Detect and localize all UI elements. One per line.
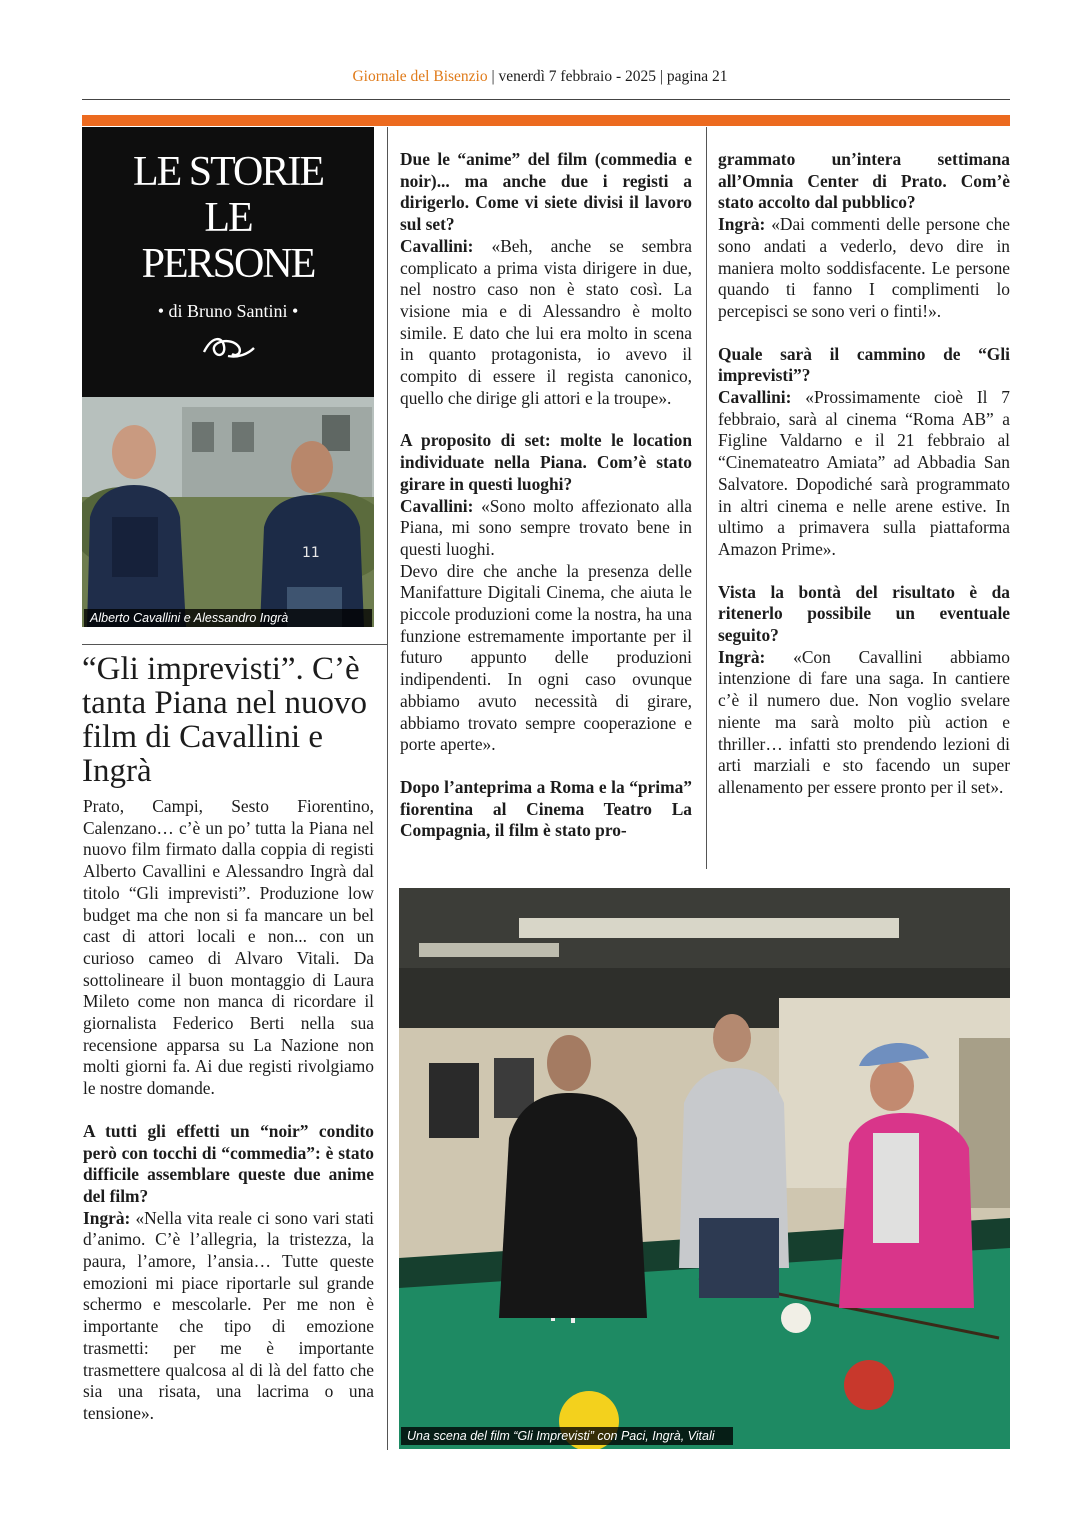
speaker-label: Ingrà: xyxy=(718,214,766,235)
speaker-label: Cavallini: xyxy=(400,495,474,516)
newspaper-name: Giornale del Bisenzio xyxy=(352,68,488,85)
article-column-2 xyxy=(400,149,692,842)
answer-1 xyxy=(83,1208,374,1425)
column-rule-1 xyxy=(387,127,388,1450)
speaker-label: Ingrà: xyxy=(83,1207,131,1228)
brand-line-2: LE xyxy=(204,195,252,241)
answer-text: «Beh, anche se sembra complicato a prima vista dirigere in due, nel nostro caso non è stato così. La visione mia e di Alessandro è molto simile. E dato che lui era molto in scena in quanto protagonista, io avevo il compito di essere il regista canonico, quello che dirige gli attori e la troupe». xyxy=(400,235,692,408)
question-4-end: grammato un’intera settimana all’Omnia Center di Prato. Com’è stato accolto dal pubblico? xyxy=(718,149,1010,213)
page-number: pagina 21 xyxy=(666,68,728,85)
brand-line-1: LE STORIE xyxy=(132,149,324,195)
headline-rule xyxy=(82,644,387,645)
answer-text: «Nella vita reale ci sono vari stati d’animo. C’è l’allegria, la tristezza, la paura, l’amore, l’ansia… Tutte queste emozioni mi piace riportarle sul grande schermo e mescolarle. Per me non è importante che tipo di emozione trasmetti: per me è importante trasmettere qualcosa al di là del fatto che sia una risata, una lacrima o una tensione». xyxy=(83,1207,374,1423)
section-color-bar xyxy=(82,115,1010,126)
page-header xyxy=(0,66,1080,88)
column-brand-box xyxy=(82,127,374,397)
answer-4 xyxy=(718,214,1010,323)
author-byline: • di Bruno Santini • xyxy=(157,301,299,321)
answer-3-continued: Devo dire che anche la presenza delle Manifatture Digitali Cinema, che aiuta le piccole produzioni come la nostra, ha una funzione estremamente importante per il futuro appunto delle produzioni indipendenti. In ogni caso ovunque abbiamo avuto necessità di girare, abbiamo trovato sempre cooperazione e porte aperte». xyxy=(400,560,692,755)
brand-line-3: PERSONE xyxy=(141,241,315,287)
answer-6 xyxy=(718,647,1010,799)
svg-text:11: 11 xyxy=(302,545,320,561)
issue-date: venerdì 7 febbraio - 2025 xyxy=(498,68,656,85)
question-2: Due le “anime” del film (commedia e noir)... ma anche due i registi a dirigerlo. Come vi siete divisi il lavoro sul set? xyxy=(400,149,692,235)
header-rule xyxy=(82,99,1010,100)
article-column-1 xyxy=(83,796,374,1425)
photo-billiard-scene xyxy=(399,888,1010,1449)
photo-caption-big: Una scena del film “Gli Imprevisti” con Paci, Ingrà, Vitali xyxy=(401,1427,733,1445)
speaker-label: Cavallini: xyxy=(718,387,792,408)
photo-caption-top: Alberto Cavallini e Alessandro Ingrà xyxy=(84,609,372,627)
speaker-label: Cavallini: xyxy=(400,235,474,256)
header-separator: | xyxy=(487,68,499,85)
answer-5 xyxy=(718,387,1010,561)
answer-text: «Prossimamente cioè Il 7 febbraio, sarà al cinema “Roma AB” a Figline Valdarno e il 21 febbraio al “Cinemateatro Amiata” ad Abbadia San Salvatore. Dopodiché sarà programmato in altri cinema e nelle arene estive. In ultimo a primavera sulla piattaforma Amazon Prime». xyxy=(718,387,1010,559)
answer-3 xyxy=(400,496,692,561)
answer-text: «Dai commenti delle persone che sono andati a vederlo, devo dire in maniera molto soddisfacente. Le persone quando ti fanno I complimenti lo percepisci se sono veri o finti!». xyxy=(718,214,1010,321)
answer-text: «Con Cavallini abbiamo intenzione di fare una saga. In cantiere c’è il numero due. Non voglio svelare niente ma sarà molto più action e thriller… infatti sto prendendo lezioni di arti marziali e sto facendo un super allenamento per essere pronto per il set». xyxy=(718,646,1010,797)
question-1: A tutti gli effetti un “noir” condito però con tocchi di “commedia”: è stato difficile assemblare queste due anime del film? xyxy=(83,1120,374,1206)
question-5: Quale sarà il cammino de “Gli imprevisti”? xyxy=(718,343,1010,386)
article-headline: “Gli imprevisti”. C’è tanta Piana nel nuovo film di Cavallini e Ingrà xyxy=(82,651,368,789)
speaker-label: Ingrà: xyxy=(718,646,766,667)
column-rule-2 xyxy=(706,127,707,869)
question-4-start: Dopo l’anteprima a Roma e la “prima” fiorentina al Cinema Teatro La Compagnia, il film è stato pro- xyxy=(400,776,692,841)
question-6: Vista la bontà del risultato è da ritenerlo possibile un eventuale seguito? xyxy=(718,581,1010,646)
photo-cavallini-ingra xyxy=(82,397,374,627)
article-column-3 xyxy=(718,149,1010,799)
answer-text: «Sono molto affezionato alla Piana, mi sono sempre trovato bene in questi luoghi. xyxy=(400,495,692,559)
answer-2 xyxy=(400,236,692,410)
intro-paragraph: Prato, Campi, Sesto Fiorentino, Calenzano… c’è un po’ tutta la Piana nel nuovo film firmato dalla coppia di registi Alberto Cavallini e Alessandro Ingrà dal titolo “Gli imprevisti”. Produzione low budget ma che non si fa mancare un bel cast di attori locali e non... con un curioso cameo di Alvaro Vitali. Da sottolineare il buon montaggio di Laura Mileto come non manca di ricordare il giornalista Federico Berti nella sua recensione apparsa su La Nazione non molti giorni fa. Ai due registi rivolgiamo le nostre domande. xyxy=(83,796,374,1099)
ornament-icon xyxy=(82,332,374,371)
header-separator-2: | xyxy=(655,68,667,85)
question-3: A proposito di set: molte le location individuate nella Piana. Com’è stato girare in questi luoghi? xyxy=(400,430,692,494)
